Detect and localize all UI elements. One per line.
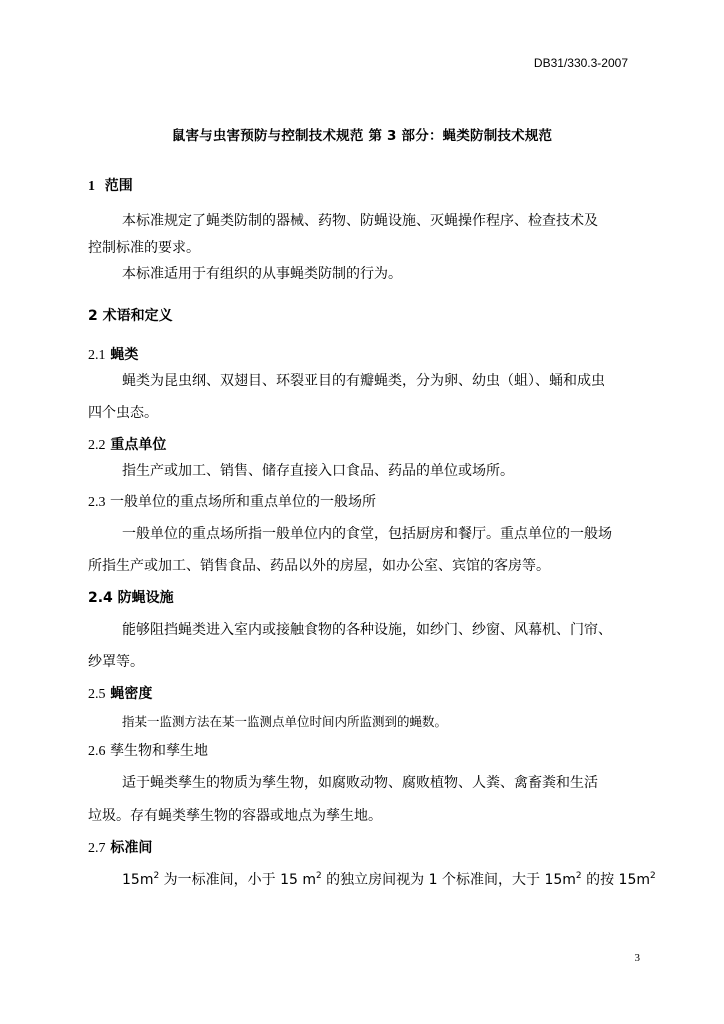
paragraph-line: 控制标准的要求。 [88,240,200,256]
paragraph-line: 蝇类为昆虫纲、双翅目、环裂亚目的有瓣蝇类，分为卵、幼虫（蛆）、蛹和成虫 [122,373,605,389]
term-number: 2.3 [88,495,106,510]
paragraph-line: 四个虫态。 [88,405,158,421]
superscript: 2 [575,871,582,881]
term-number: 2.5 [88,687,106,702]
paragraph-line: 能够阻挡蝇类进入室内或接触食物的各种设施，如纱门、纱窗、风幕机、门帘、 [122,622,612,638]
page-number: 3 [634,952,640,964]
paragraph-line: 纱罩等。 [88,654,144,670]
text-run: 15m [122,872,154,888]
paragraph-line: 垃圾。存有蝇类孳生物的容器或地点为孳生地。 [88,808,382,824]
term-title: 蝇类 [110,347,139,363]
text-run: 为一标准间，小于 15 m [159,872,316,888]
superscript: 2 [316,871,322,881]
term-title: 标准间 [110,840,153,856]
paragraph-line: 一般单位的重点场所指一般单位内的食堂，包括厨房和餐厅。重点单位的一般场 [122,526,612,542]
superscript: 2 [153,871,160,881]
paragraph-line: 所指生产或加工、销售食品、药品以外的房屋，如办公室、宾馆的客房等。 [88,558,550,574]
document-code: DB31/330.3-2007 [533,56,628,70]
term-heading-2-6 [88,741,208,762]
text-run: 的独立房间视为 1 个标准间，大于 15m [321,872,576,888]
term-heading-2-4: 2.4 防蝇设施 [88,590,174,606]
term-heading-2-3 [88,492,376,513]
section-number: 1 [88,179,95,194]
paragraph-line: 本标准适用于有组织的从事蝇类防制的行为。 [122,266,402,282]
superscript: 2 [650,871,656,881]
section-2-heading: 2 术语和定义 [88,308,173,324]
term-title: 重点单位 [110,437,167,453]
term-heading-2-7 [88,838,152,859]
document-title: 鼠害与虫害预防与控制技术规范 第 3 部分：蝇类防制技术规范 [171,128,553,144]
paragraph-line: 本标准规定了蝇类防制的器械、药物、防蝇设施、灭蝇操作程序、检查技术及 [122,213,598,229]
paragraph-line: 适于蝇类孳生的物质为孳生物，如腐败动物、腐败植物、人粪、禽畜粪和生活 [122,775,598,791]
paragraph-line-standard-room [122,870,656,890]
term-title: 孳生物和孳生地 [109,743,208,759]
term-number: 2.2 [88,438,106,453]
section-title: 范围 [104,178,133,194]
term-title: 蝇密度 [110,686,153,702]
paragraph-line: 指某一监测方法在某一监测点单位时间内所监测到的蝇数。 [122,714,448,729]
term-number: 2.6 [88,744,106,759]
term-heading-2-1 [88,345,138,366]
term-heading-2-5 [88,684,152,705]
term-number: 2.7 [88,841,106,856]
term-heading-2-2 [88,435,166,456]
section-1-heading [88,176,133,197]
paragraph-line: 指生产或加工、销售、储存直接入口食品、药品的单位或场所。 [122,463,514,479]
term-number: 2.1 [88,348,106,363]
term-title: 一般单位的重点场所和重点单位的一般场所 [109,494,376,510]
text-run: 的按 15m [581,872,650,888]
